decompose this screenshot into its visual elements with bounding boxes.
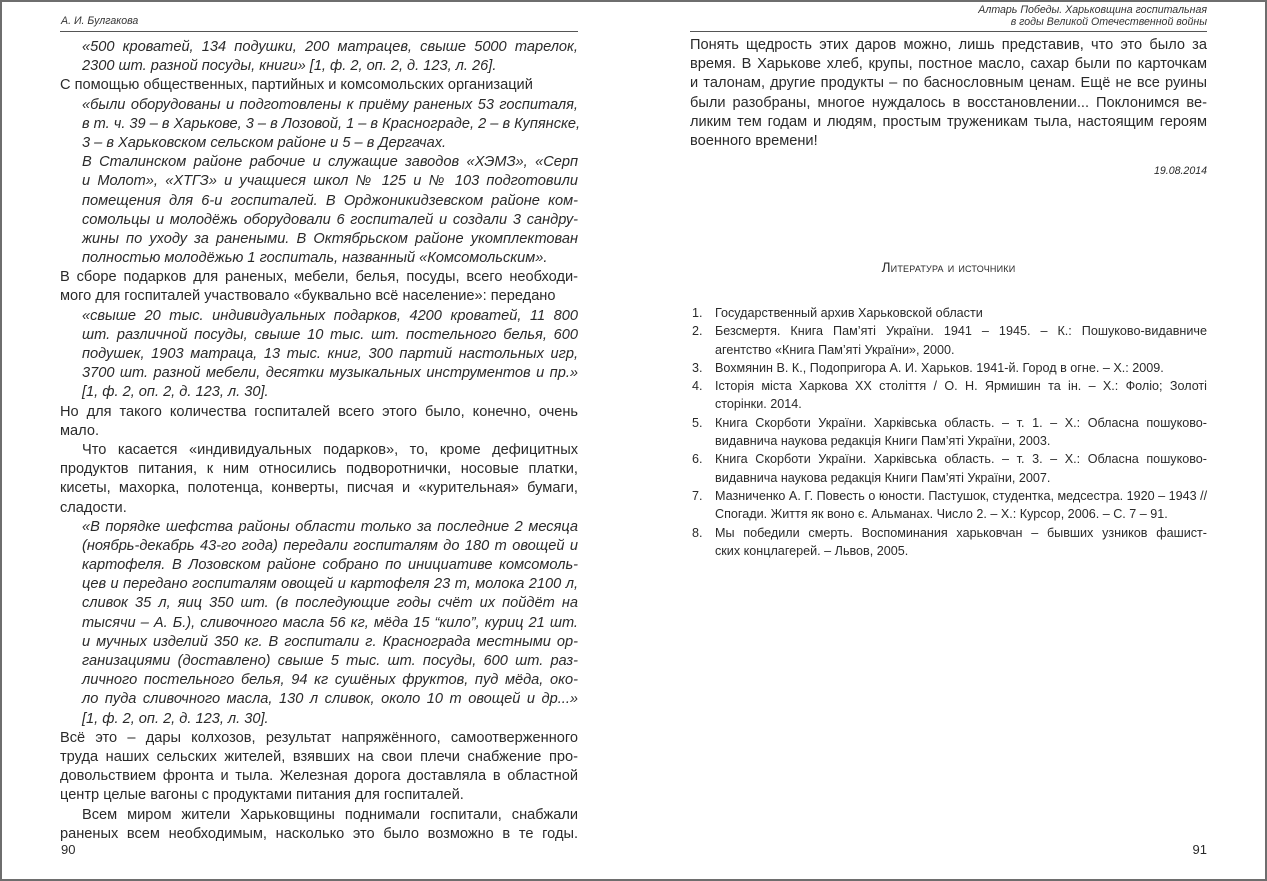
reference-line: Вохмянин В. К., Подопригора А. И. Харьков. 1941-й. Город в огне. – Х.: 2009. [715,360,1164,375]
reference-line: видавнича наукова редакція Книги Пам’яті України, 2007. [715,470,1051,485]
paragraph-line: мого для госпиталей участвовало «буквально всё население»: передано [60,288,556,305]
paragraph-line: сладости. [60,499,127,516]
reference-line: видавнича наукова редакція Книги Пам’яті України, 2003. [715,434,1051,449]
reference-text [715,450,1207,487]
quote-line: (ноябрь-декабрь 43-го года) передали госпиталям до 180 т овощей и [82,537,578,554]
left-page-body [60,38,581,844]
reference-line: Історія міста Харкова ХХ століття / О. Н. Ярмишин та ін. – Х.: Фоліо; Золоті [715,379,1207,394]
reference-line: Государственный архив Харьковской области [715,306,983,320]
reference-line: Книга Скорботи України. Харківська область. – т. 1. – Х.: Обласна пошуково- [715,415,1207,430]
quote-line: сомольцы и молодёжь оборудовали 6 госпиталей и создали 3 сандру- [82,211,578,228]
quote-line: полностью молодёжью 1 госпиталь, названный «Комсомольским». [82,250,548,267]
quote-line: картофеля. В Лозовском районе собрано по инициативе комсомоль- [82,557,578,574]
quote-line: сливок 35 л, яиц 350 шт. (в последующие годы счёт их пойдёт на [82,595,578,612]
paragraph-line: были разобраны, многое нуждалось в восстановлении... Поклонимся ве- [690,94,1207,111]
paragraph-line: труда наших сельских жителей, взявших на свои плечи снабжение про- [60,748,578,765]
paragraph-line: раненых всем необходимым, насколько это было возможно в те годы. [60,825,578,842]
right-running-head-line-1: Алтарь Победы. Харьковщина госпитальная [978,4,1207,16]
reference-number: 3. [692,360,703,375]
paragraph-line: Понять щедрость этих даров можно, лишь представив, что это было за [690,37,1207,53]
article-date: 19.08.2014 [1153,165,1207,177]
paragraph-line: В сборе подарков для раненых, мебели, белья, посуды, всего необходи- [60,269,578,286]
reference-text [715,377,1207,414]
quote-line: 3700 шт. разной мебели, десятки музыкальных инструментов и пр.» [82,365,578,382]
paragraph-line: время. В Харькове хлеб, крупы, постное масло, сахар были по карточкам [690,56,1207,73]
quote-line: и Молот», «ХТГЗ» и учащиеся школ № 125 и № 103 подготовили [82,173,578,190]
quote-line: В Сталинском районе рабочие и служащие заводов «ХЭМЗ», «Серп [82,154,578,171]
paragraph-line: Что касается «индивидуальных подарков», то, кроме дефицитных [82,441,578,458]
paragraph-line: военного времени! [690,132,818,149]
right-running-head [978,4,1207,28]
reference-item [692,487,1207,524]
quote-line: шт. различной посуды, свыше 10 тыс. шт. постельного белья, 600 [82,326,578,343]
paragraph-line: и талонам, другие продукты – по баснословным ценам. Ещё не все руины [690,75,1207,92]
reference-item [692,414,1207,451]
reference-item [692,524,1207,561]
quote-line: личного постельного белья, 94 кг сушёных фруктов, пуд мёда, око- [82,672,578,689]
paragraph-line: Но для такого количества госпиталей всего этого было, конечно, очень [60,403,578,420]
paragraph-line: кисеты, махорка, полотенца, конверты, писчая и «курительная» бумаги, [60,480,578,497]
paragraph-line: ликим тем годам и людям, простым труженикам тыла, настоящим героям [690,113,1207,130]
quote-line: в т. ч. 39 – в Харькове, 3 – в Лозовой, 1 – в Краснограде, 2 – в Купянске, [82,115,581,132]
left-header-rule [60,31,578,32]
quote-line: помещения для 6-и госпиталей. В Орджоникидзевском районе ком- [82,192,578,209]
quote-line: [1, ф. 2, оп. 2, д. 123, л. 30]. [82,384,269,401]
references-heading: Литература и источники [881,260,1016,275]
quote-line: [1, ф. 2, оп. 2, д. 123, л. 30]. [82,710,269,727]
reference-item [692,359,1207,377]
quote-line: «свыше 20 тыс. индивидуальных подарков, 4200 кроватей, 11 800 [82,307,578,324]
reference-number: 4. [692,379,703,394]
quote-line: «В порядке шефства районы области только за последние 2 месяца [82,518,578,535]
reference-number: 7. [692,488,703,503]
reference-text [715,487,1207,524]
reference-number: 1. [692,306,703,320]
right-page-body [690,36,1207,151]
paragraph-line: довольствием фронта и тыла. Железная дорога доставляла в областной [60,768,578,785]
reference-line: Безсмертя. Книга Пам’яті України. 1941 – 1945. – К.: Пошуково-видавниче [715,324,1207,339]
quote-line: подушек, 1903 матраца, 13 тыс. книг, 300 партий настольных игр, [82,346,578,362]
reference-number: 8. [692,525,703,540]
reference-line: агентство «Книга Пам’яті України», 2000. [715,342,955,357]
reference-number: 5. [692,415,703,430]
reference-item [692,322,1207,359]
quote-line: ло пуда сливочного масла, 130 л сливок, около 10 т овощей и др...» [82,691,578,708]
quote-line: «были оборудованы и подготовлены к приёму раненых 53 госпиталя, [82,96,578,113]
reference-line: Книга Скорботи України. Харківська область. – т. 3. – Х.: Обласна пошуково- [715,452,1207,467]
reference-text [715,524,1207,561]
reference-number: 2. [692,324,703,339]
right-header-rule [690,31,1207,32]
paragraph-line: Всем миром жители Харьковщины поднимали госпитали, снабжали [82,806,578,823]
reference-text [715,414,1207,451]
quote-line: ганизациями (доставлено) свыше 5 тыс. шт. посуды, 600 шт. раз- [82,653,578,669]
quote-line: 3 – в Харьковском сельском районе и 5 – в Дергачах. [82,134,447,151]
paragraph-line: мало. [60,422,99,439]
reference-item [692,377,1207,414]
reference-item [692,450,1207,487]
quote-line: «500 кроватей, 134 подушки, 200 матрацев, свыше 5000 тарелок, [82,39,578,55]
paragraph-line: центр целые вагоны с продуктами питания для госпиталей. [60,787,464,804]
quote-line: 2300 шт. разной посуды, книги» [1, ф. 2, оп. 2, д. 123, л. 26]. [82,58,497,75]
reference-line: ских концлагерей. – Львов, 2005. [715,543,909,558]
right-running-head-line-2: в годы Великой Отечественной войны [1010,16,1207,28]
reference-line: Мазниченко А. Г. Повесть о юности. Пастушок, студентка, медсестра. 1920 – 1943 // [715,488,1208,503]
reference-text [715,304,1207,322]
left-page-number: 90 [61,842,76,857]
quote-line: тысячи – А. Б.), сливочного масла 56 кг, мёда 15 “кило”, куриц 21 шт. [82,614,578,631]
right-page-number: 91 [1192,842,1207,857]
paragraph-line: продуктов питания, к ним относились подворотнички, носовые платки, [60,461,578,478]
quote-line: цев и передано госпиталям овощей и картофеля 23 т, молока 2100 л, [82,576,578,593]
paragraph-line: Всё это – дары колхозов, результат напряжённого, самоотверженного [60,729,578,746]
reference-text [715,322,1207,359]
reference-text [715,359,1207,377]
reference-number: 6. [692,452,703,467]
reference-item [692,304,1207,322]
references-list [692,304,1207,560]
quote-line: и мучных изделий 350 кг. В госпитали г. Краснограда местными ор- [82,633,578,650]
quote-line: жины по уходу за ранеными. В Октябрьском районе укомплектован [82,230,578,247]
reference-line: Спогади. Життя як воно є. Альманах. Число 2. – Х.: Курсор, 2006. – С. 7 – 91. [715,507,1168,522]
reference-line: сторінки. 2014. [715,397,802,412]
left-running-head: А. И. Булгакова [61,15,139,27]
paragraph-line: С помощью общественных, партийных и комсомольских организаций [60,77,533,94]
reference-line: Мы победили смерть. Воспоминания харьковчан – бывших узников фашист- [715,525,1207,540]
